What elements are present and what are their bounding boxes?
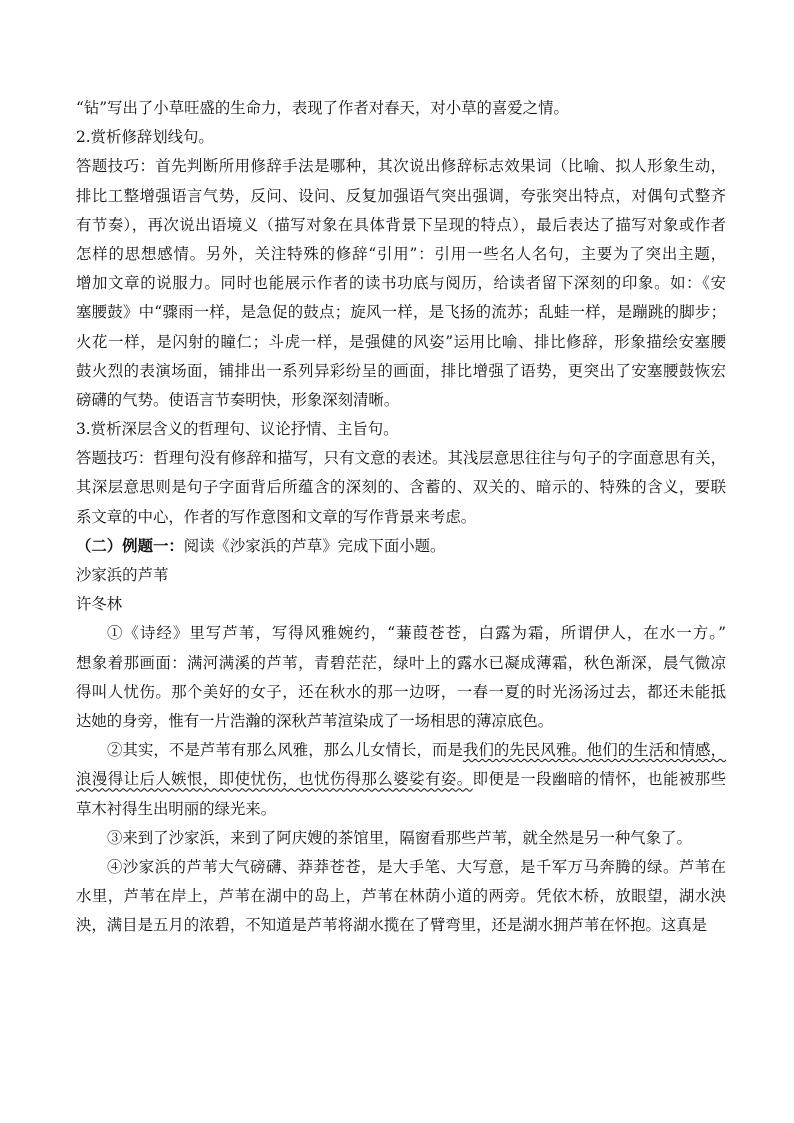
underlined-sentence: 我们的先民风雅。他们的生活和情感， bbox=[462, 741, 726, 760]
text-line: ①《诗经》里写芦苇，写得风雅婉约，“蒹葭苍苍，白露为霜，所谓伊人，在水一方。” bbox=[107, 624, 726, 643]
text-line: ③来到了沙家浜，来到了阿庆嫂的茶馆里，隔窗看那些芦苇，就全然是另一种气象了。 bbox=[107, 828, 692, 847]
text-line: 鼓火烈的表演场面，铺排出一系列异彩纷呈的画面，排比增强了语势，更突出了安塞腰鼓恢宏 bbox=[76, 361, 726, 380]
article-author-paragraph bbox=[76, 590, 726, 619]
text-line: 答题技巧：首先判断所用修辞手法是哪种，其次说出修辞标志效果词（比喻、拟人形象生动， bbox=[76, 157, 726, 176]
section-heading: 2.赏析修辞划线句。 bbox=[76, 128, 214, 147]
article-paragraph-2 bbox=[76, 736, 726, 824]
text-line: 火花一样，是闪射的瞳仁；斗虎一样，是强健的风姿”运用比喻、排比修辞，形象描绘安塞腰 bbox=[76, 332, 726, 351]
plain-text: ②其实，不是芦苇有那么风雅，那么儿女情长，而是 bbox=[107, 741, 463, 760]
article-paragraph-4 bbox=[76, 853, 726, 941]
text-line bbox=[76, 736, 726, 765]
article-paragraph-1 bbox=[76, 619, 726, 736]
item-3-heading-paragraph bbox=[76, 415, 726, 444]
item-2-heading-paragraph bbox=[76, 123, 726, 152]
text-line: ④沙家浜的芦苇大气磅礴、莽莽苍苍，是大手笔、大写意，是千军万马奔腾的绿。芦苇在 bbox=[107, 857, 726, 876]
text-line: 水里，芦苇在岸上，芦苇在湖中的岛上，芦苇在林荫小道的两旁。凭依木桥，放眼望，湖水泱 bbox=[76, 887, 726, 906]
text-line bbox=[76, 765, 726, 794]
text-line: “钻”写出了小草旺盛的生命力，表现了作者对春天，对小草的喜爱之情。 bbox=[76, 99, 569, 117]
example-instruction: 阅读《沙家浜的芦草》完成下面小题。 bbox=[183, 536, 446, 555]
text-line: 增加文章的说服力。同时也能展示作者的读书功底与阅历，给读者留下深刻的印象。如：《安 bbox=[76, 274, 726, 293]
article-title-paragraph bbox=[76, 561, 726, 590]
article-author: 许冬林 bbox=[76, 595, 123, 614]
document-page bbox=[76, 94, 726, 940]
item-2-technique-paragraph bbox=[76, 152, 726, 415]
text-line: 草木衬得生出明丽的绿光来。 bbox=[76, 799, 277, 818]
text-line: 得叫人忧伤。那个美好的女子，还在秋水的那一边呀，一春一夏的时光汤汤过去，都还未能抵 bbox=[76, 682, 726, 701]
text-line: 答题技巧：哲理句没有修辞和描写，只有文意的表述。其浅层意思往往与句子的字面意思有关， bbox=[76, 449, 726, 468]
underlined-sentence: 浪漫得让后人嫉恨，即使忧伤，也忧伤得那么婆娑有姿。 bbox=[76, 770, 473, 789]
text-line: 磅礴的气势。使语言节奏明快，形象深刻清晰。 bbox=[76, 390, 400, 409]
plain-text: 即便是一段幽暗的情怀，也能被那些 bbox=[472, 770, 726, 789]
example-heading-paragraph bbox=[76, 532, 726, 561]
text-line: 想象着那画面：满河满溪的芦苇，青碧茫茫，绿叶上的露水已凝成薄霜，秋色渐深，晨气微凉 bbox=[76, 653, 726, 672]
text-line: 系文章的中心，作者的写作意图和文章的写作背景来考虑。 bbox=[76, 507, 477, 526]
example-label: （二）例题一： bbox=[76, 536, 184, 555]
text-line: 排比工整增强语言气势，反问、设问、反复加强语气突出强调，夸张突出特点，对偶句式整齐 bbox=[76, 186, 726, 205]
text-line: 其深层意思则是句子字面背后所蕴含的深刻的、含蓄的、双关的、暗示的、特殊的含义，要联 bbox=[76, 478, 726, 497]
text-line: 塞腰鼓》中“骤雨一样，是急促的鼓点；旋风一样，是飞扬的流苏；乱蛙一样，是蹦跳的脚步； bbox=[76, 303, 726, 322]
text-line: 达她的身旁，惟有一片浩瀚的深秋芦苇渲染成了一场相思的薄凉底色。 bbox=[76, 711, 554, 730]
text-line: 泱，满目是五月的浓碧，不知道是芦苇将湖水揽在了臂弯里，还是湖水拥芦苇在怀抱。这真是 bbox=[76, 916, 708, 935]
article-title: 沙家浜的芦苇 bbox=[76, 566, 169, 584]
item-3-technique-paragraph bbox=[76, 444, 726, 532]
text-line: 有节奏），再次说出语境义（描写对象在具体背景下呈现的特点），最后表达了描写对象或作者 bbox=[76, 215, 726, 234]
text-line: 怎样的思想感情。另外，关注特殊的修辞“引用”：引用一些名人名句，主要为了突出主题， bbox=[76, 244, 726, 263]
example-heading bbox=[76, 532, 726, 561]
intro-paragraph bbox=[76, 94, 726, 123]
section-heading: 3.赏析深层含义的哲理句、议论抒情、主旨句。 bbox=[76, 420, 399, 439]
article-paragraph-3 bbox=[76, 824, 726, 853]
